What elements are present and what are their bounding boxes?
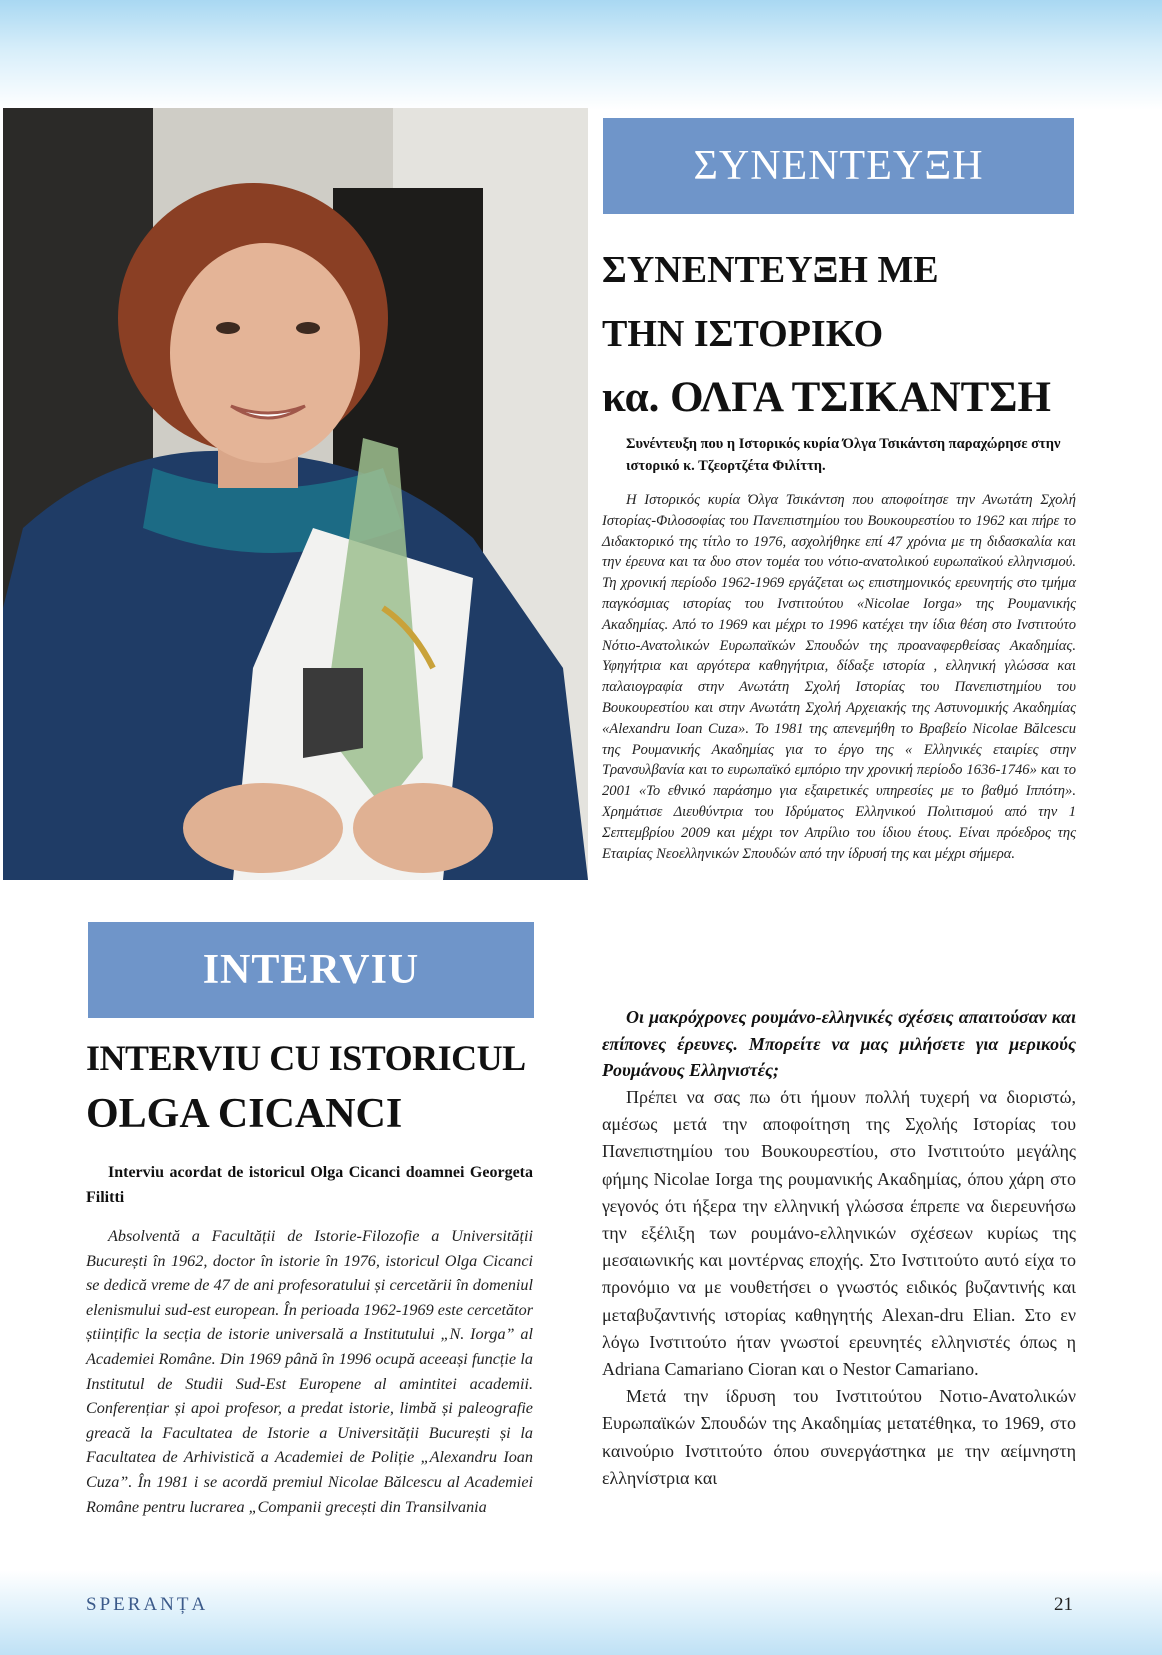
greek-title-line-3: κα. ΟΛΓΑ ΤΣΙΚΑΝΤΣΗ xyxy=(602,374,1051,421)
romanian-title-line-2: OLGA CICANCI xyxy=(86,1091,403,1137)
greek-lead-paragraph: Συνέντευξη που η Ιστορικός κυρία Όλγα Τσικάντση παραχώρησε στην ιστορικό κ. Τζεορτζέτα Φιλίττη. xyxy=(626,436,1061,474)
greek-bio-paragraph: Η Ιστορικός κυρία Όλγα Τσικάντση που αποφοίτησε την Ανωτάτη Σχολή Ιστορίας-Φιλοσοφίας του Πανεπιστημίου του Βουκουρεστίου το 1962 και πήρε το Διδακτορικό της τίτλο το 1976, ασχολήθηκε επί 47 χρόνια με τη διδασκαλία και την έρευνα και τα δυο στον τομέα του νότιο-ανατολικού ευρωπαϊκού ελληνισμού. Τη χρονική περίοδο 1962-1969 εργάζεται ως επιστημονικός ερευνητής στο τμήμα παγκόσμιας ιστορίας του Ινστιτούτου «Nicolae Iorga» της Ρουμανικής Ακαδημίας. Από το 1969 και μέχρι το 1996 κατέχει την ίδια θέση στο Ινστιτούτο Νότιο-Ανατολικών Ευρωπαϊκών Σπουδών της προαναφερθείσας Ακαδημίας. Υφηγήτρια και αργότερα καθηγήτρια, δίδαξε ιστορία , ελληνική γλώσσα και παλαιογραφία στην Ανωτάτη Σχολή Ιστορίας του Πανεπιστημίου του Βουκουρεστίου και στην Ανωτάτη Σχολή Αρχειακής της Αστυνομικής Ακαδημίας «Alexandru Ioan Cuza». Το 1981 της απενεμήθη το Βραβείο Nicolae Bălcescu της Ρουμανικής Ακαδημίας για το έργο της « Ελληνικές εταιρίες στην Τρανσυλβανία και το ευρωπαϊκό εμπόριο την χρονική περίοδο 1636-1746» και το 2001 «Το εθνικό παράσημο για εξαιρετικές υπηρεσίες με το βαθμό Ιππότη». Χρημάτισε Διευθύντρια του Ιδρύματος Ελληνικού Πολιτισμού από την 1 Σεπτεμβρίου 2009 και μέχρι τον Απρίλιο του ίδιου έτους. Είναι πρόεδρος της Εταιρίας Νεοελληνικών Σπουδών από την ίδρυσή της και μέχρι σήμερα. xyxy=(602,492,1076,862)
romanian-body-paragraph: Absolventă a Facultății de Istorie-Filozofie a Universității București în 1962, doctor în istorie în 1976, istoricul Olga Cicanci se dedică vreme de 47 de ani profesoratului și cercetării în domeniul elenismului sud-est european. În perioada 1962-1969 este cercetător științific la secția de istorie universală a Institutului „N. Iorga” al Academiei Române. Din 1969 până în 1996 ocupă aceeași funcție la Institutul de Studii Sud-Est Europene al amintitei academii. Conferențiar și apoi profesor, a predat istorie, limbă și paleografie greacă la Facultatea de Istorie a Universității București și la Facultatea de Arhivistică a Academiei de Poliție „Alexandru Ioan Cuza”. În 1981 i se acordă premiul Nicolae Bălcescu al Academiei Române pentru lucrarea „Companii grecești din Transilvania xyxy=(86,1227,533,1516)
greek-answer-paragraph-2: Μετά την ίδρυση του Ινστιτούτου Νοτιο-Ανατολικών Ευρωπαϊκών Σπουδών της Ακαδημίας μετατέθηκα, το 1969, στο καινούριο Ινστιτούτο όπου συνεργάστηκα με την αείμνηστη ελληνίστρια και xyxy=(602,1386,1076,1488)
greek-headline xyxy=(602,238,1082,430)
greek-title-line-2: ΤΗΝ ΙΣΤΟΡΙΚΟ xyxy=(602,313,884,355)
magazine-brand: SPERANȚA xyxy=(86,1594,209,1615)
greek-section-banner xyxy=(603,118,1074,214)
top-gradient-band xyxy=(0,0,1162,110)
greek-interview-answer xyxy=(602,1084,1076,1492)
romanian-lead-paragraph: Interviu acordat de istoricul Olga Cicanci doamnei Georgeta Filitti xyxy=(86,1164,533,1206)
greek-interview-question: Οι μακρόχρονες ρουμάνο-ελληνικές σχέσεις απαιτούσαν και επίπονες έρευνες. Μπορείτε να μας μιλήσετε για μερικούς Ρουμάνους Ελληνιστές; xyxy=(602,1007,1076,1080)
romanian-section-banner xyxy=(88,922,534,1018)
greek-answer-paragraph-1: Πρέπει να σας πω ότι ήμουν πολλή τυχερή να διοριστώ, αμέσως μετά την αποφοίτηση της Σχολής Ιστορίας του Πανεπιστημίου του Βουκουρεστίου, στο Ινστιτούτο μεγάλης φήμης Nicolae Iorga της ρουμανικής Ακαδημίας, όπου χάρη στο γεγονός ότι ήξερα την ελληνική γλώσσα έπρεπε να διερευνήσω την εξέλιξη των ρουμάνο-ελληνικών σχέσεων κυρίως της μεσαιωνικής και μοντέρνας εποχής. Στο Ινστιτούτο αυτό είχα το προνόμιο να με νουθετήσει ο γνωστός ειδικός βυζαντινής και μεταβυζαντινής ιστορίας καθηγητής Alexan-dru Elian. Στο εν λόγω Ινστιτούτο ήταν γνωστοί ερευνητές ελληνιστές όπως η Adriana Camariano Cioran και ο Nestor Camariano. xyxy=(602,1087,1076,1380)
romanian-title-line-1: INTERVIU CU ISTORICUL xyxy=(86,1038,526,1078)
romanian-headline xyxy=(86,1030,546,1142)
romanian-banner-label: INTERVIU xyxy=(202,947,420,993)
greek-banner-label: ΣΥΝΕΝΤΕΥΞΗ xyxy=(693,143,984,189)
greek-title-line-1: ΣΥΝΕΝΤΕΥΞΗ ΜΕ xyxy=(602,249,939,291)
portrait-photo xyxy=(3,108,588,880)
page-number: 21 xyxy=(1054,1594,1073,1615)
